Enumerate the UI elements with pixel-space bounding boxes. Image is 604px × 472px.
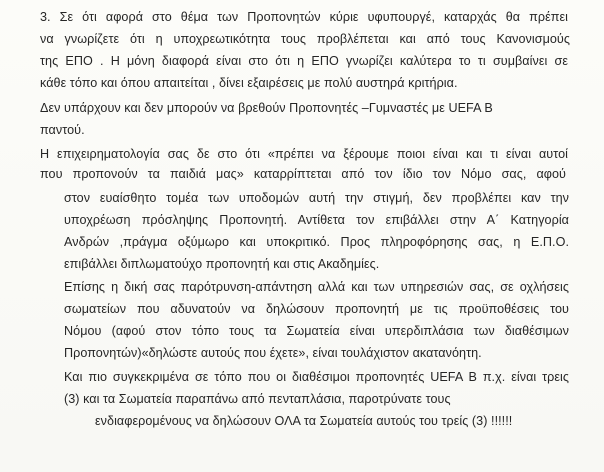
text-line: στον ευαίσθητο τομέα των υποδομών αυτή την στιγμή, δεν προβλέπει καν την [64,191,569,205]
text-line: κάθε τόπο και όπου απαιτείται , δίνει εξαιρέσεις με πολύ αυστηρά κριτήρια. [40,76,458,90]
text-line: Η επιχειρηματολογία σας δε στο ότι «πρέπει να ξέρουμε ποιοι είναι και τι είναι αυτοί [40,147,568,161]
text-line: παντού. [40,123,85,137]
text-line: Προπονητών)«δηλώστε αυτούς που έχετε», είναι τουλάχιστον ακατανόητη. [64,346,482,360]
text-line: Επίσης η δική σας παρότρυνση-απάντηση αλλά και των υπηρεσιών σας, σε οχλήσεις [64,280,569,294]
text-line: που προπονούν τα παιδιά μας» καταρρίπτεται από τον ίδιο τον Νόμο σας, αφού [40,167,566,181]
text-line: 3. Σε ότι αφορά στο θέμα των Προπονητών κύριε υφυπουργέ, καταρχάς θα πρέπει [40,10,568,24]
text-line: υποχρέωση πρόσληψης Προπονητή. Αντίθετα τον επιβάλλει στην Α΄ Κατηγορία [64,213,569,227]
text-line: Δεν υπάρχουν και δεν μπορούν να βρεθούν Προπονητές –Γυμναστές με UEFA B [40,101,493,115]
text-line: της ΕΠΟ . Η μόνη διαφορά είναι στο ότι η ΕΠΟ γνωρίζει καλύτερα το τι συμβαίνει σε [40,54,568,68]
text-line: Ανδρών ,πράγμα οξύμωρο και υποκριτικό. Προς πληροφόρησης σας, η Ε.Π.Ο. [64,235,569,249]
text-line: Νόμου (αφού στον τόπο τους τα Σωματεία είναι υπερδιπλάσια των διαθέσιμων [64,324,569,338]
text-line: να γνωρίζετε ότι η υποχρεωτικότητα τους προβλέπεται και από τους Κανονισμούς [40,32,570,46]
text-line: (3) και τα Σωματεία παραπάνω από πενταπλάσια, παροτρύνατε τους [64,392,451,406]
text-line: ενδιαφερομένους να δηλώσουν ΟΛΑ τα Σωματεία αυτούς του τρείς (3) !!!!!! [95,414,513,428]
text-line: Και πιο συγκεκριμένα σε τόπο που οι διαθέσιμοι προπονητές UEFA B π.χ. είναι τρεις [64,370,569,384]
text-line: σωματείων που αδυνατούν να δηλώσουν προπονητή με τις προϋποθέσεις του [64,302,569,316]
text-line: επιβάλλει διπλωματούχο προπονητή και στις Ακαδημίες. [64,257,380,271]
